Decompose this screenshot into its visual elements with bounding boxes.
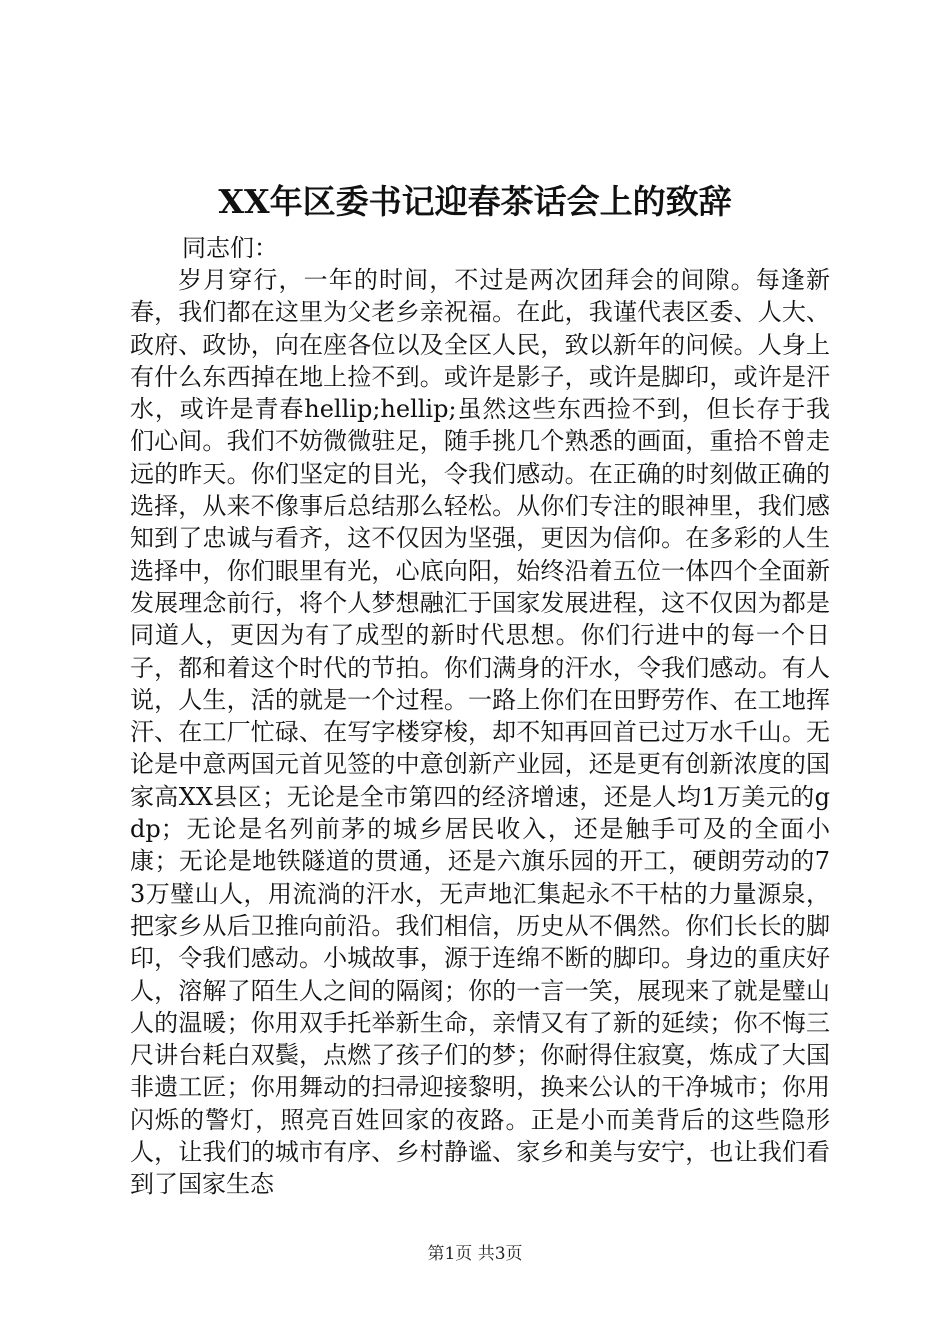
document-title: XX年区委书记迎春茶话会上的致辞 [218, 182, 732, 221]
body-paragraph: 岁月穿行，一年的时间，不过是两次团拜会的间隙。每逢新春，我们都在这里为父老乡亲祝福。在此，我谨代表区委、人大、政府、政协，向在座各位以及全区人民，致以新年的问候。人身上有什么东西掉在地上捡不到。或许是影子，或许是脚印，或许是汗水，或许是青春hellip;hellip;虽然这些东西捡不到，但长存于我们心间。我们不妨微微驻足，随手挑几个熟悉的画面，重拾不曾走远的昨天。你们坚定的目光，令我们感动。在正确的时刻做正确的选择，从来不像事后总结那么轻松。从你们专注的眼神里，我们感知到了忠诚与看齐，这不仅因为坚强，更因为信仰。在多彩的人生选择中，你们眼里有光，心底向阳，始终沿着五位一体四个全面新发展理念前行，将个人梦想融汇于国家发展进程，这不仅因为都是同道人，更因为有了成型的新时代思想。你们行进中的每一个日子，都和着这个时代的节拍。你们满身的汗水，令我们感动。有人说，人生，活的就是一个过程。一路上你们在田野劳作、在工地挥汗、在工厂忙碌、在写字楼穿梭，却不知再回首已过万水千山。无论是中意两国元首见签的中意创新产业园，还是更有创新浓度的国家高XX县区；无论是全市第四的经济增速，还是人均1万美元的gdp；无论是名列前茅的城乡居民收入，还是触手可及的全面小康；无论是地铁隧道的贯通，还是六旗乐园的开工，硬朗劳动的73万璧山人，用流淌的汗水，无声地汇集起永不干枯的力量源泉，把家乡从后卫推向前沿。我们相信，历史从不偶然。你们长长的脚印，令我们感动。小城故事，源于连绵不断的脚印。身边的重庆好人，溶解了陌生人之间的隔阂；你的一言一笑，展现来了就是璧山人的温暖；你用双手托举新生命，亲情又有了新的延续；你不悔三尺讲台耗白双鬓，点燃了孩子们的梦；你耐得住寂寞，炼成了大国非遗工匠；你用舞动的扫帚迎接黎明，换来公认的干净城市；你用闪烁的警灯，照亮百姓回家的夜路。正是小而美背后的这些隐形人，让我们的城市有序、乡村静谧、家乡和美与安宁，也让我们看到了国家生态 [130, 266, 830, 1199]
salutation: 同志们： [182, 234, 278, 262]
page-number-footer: 第1页 共3页 [427, 1244, 523, 1264]
